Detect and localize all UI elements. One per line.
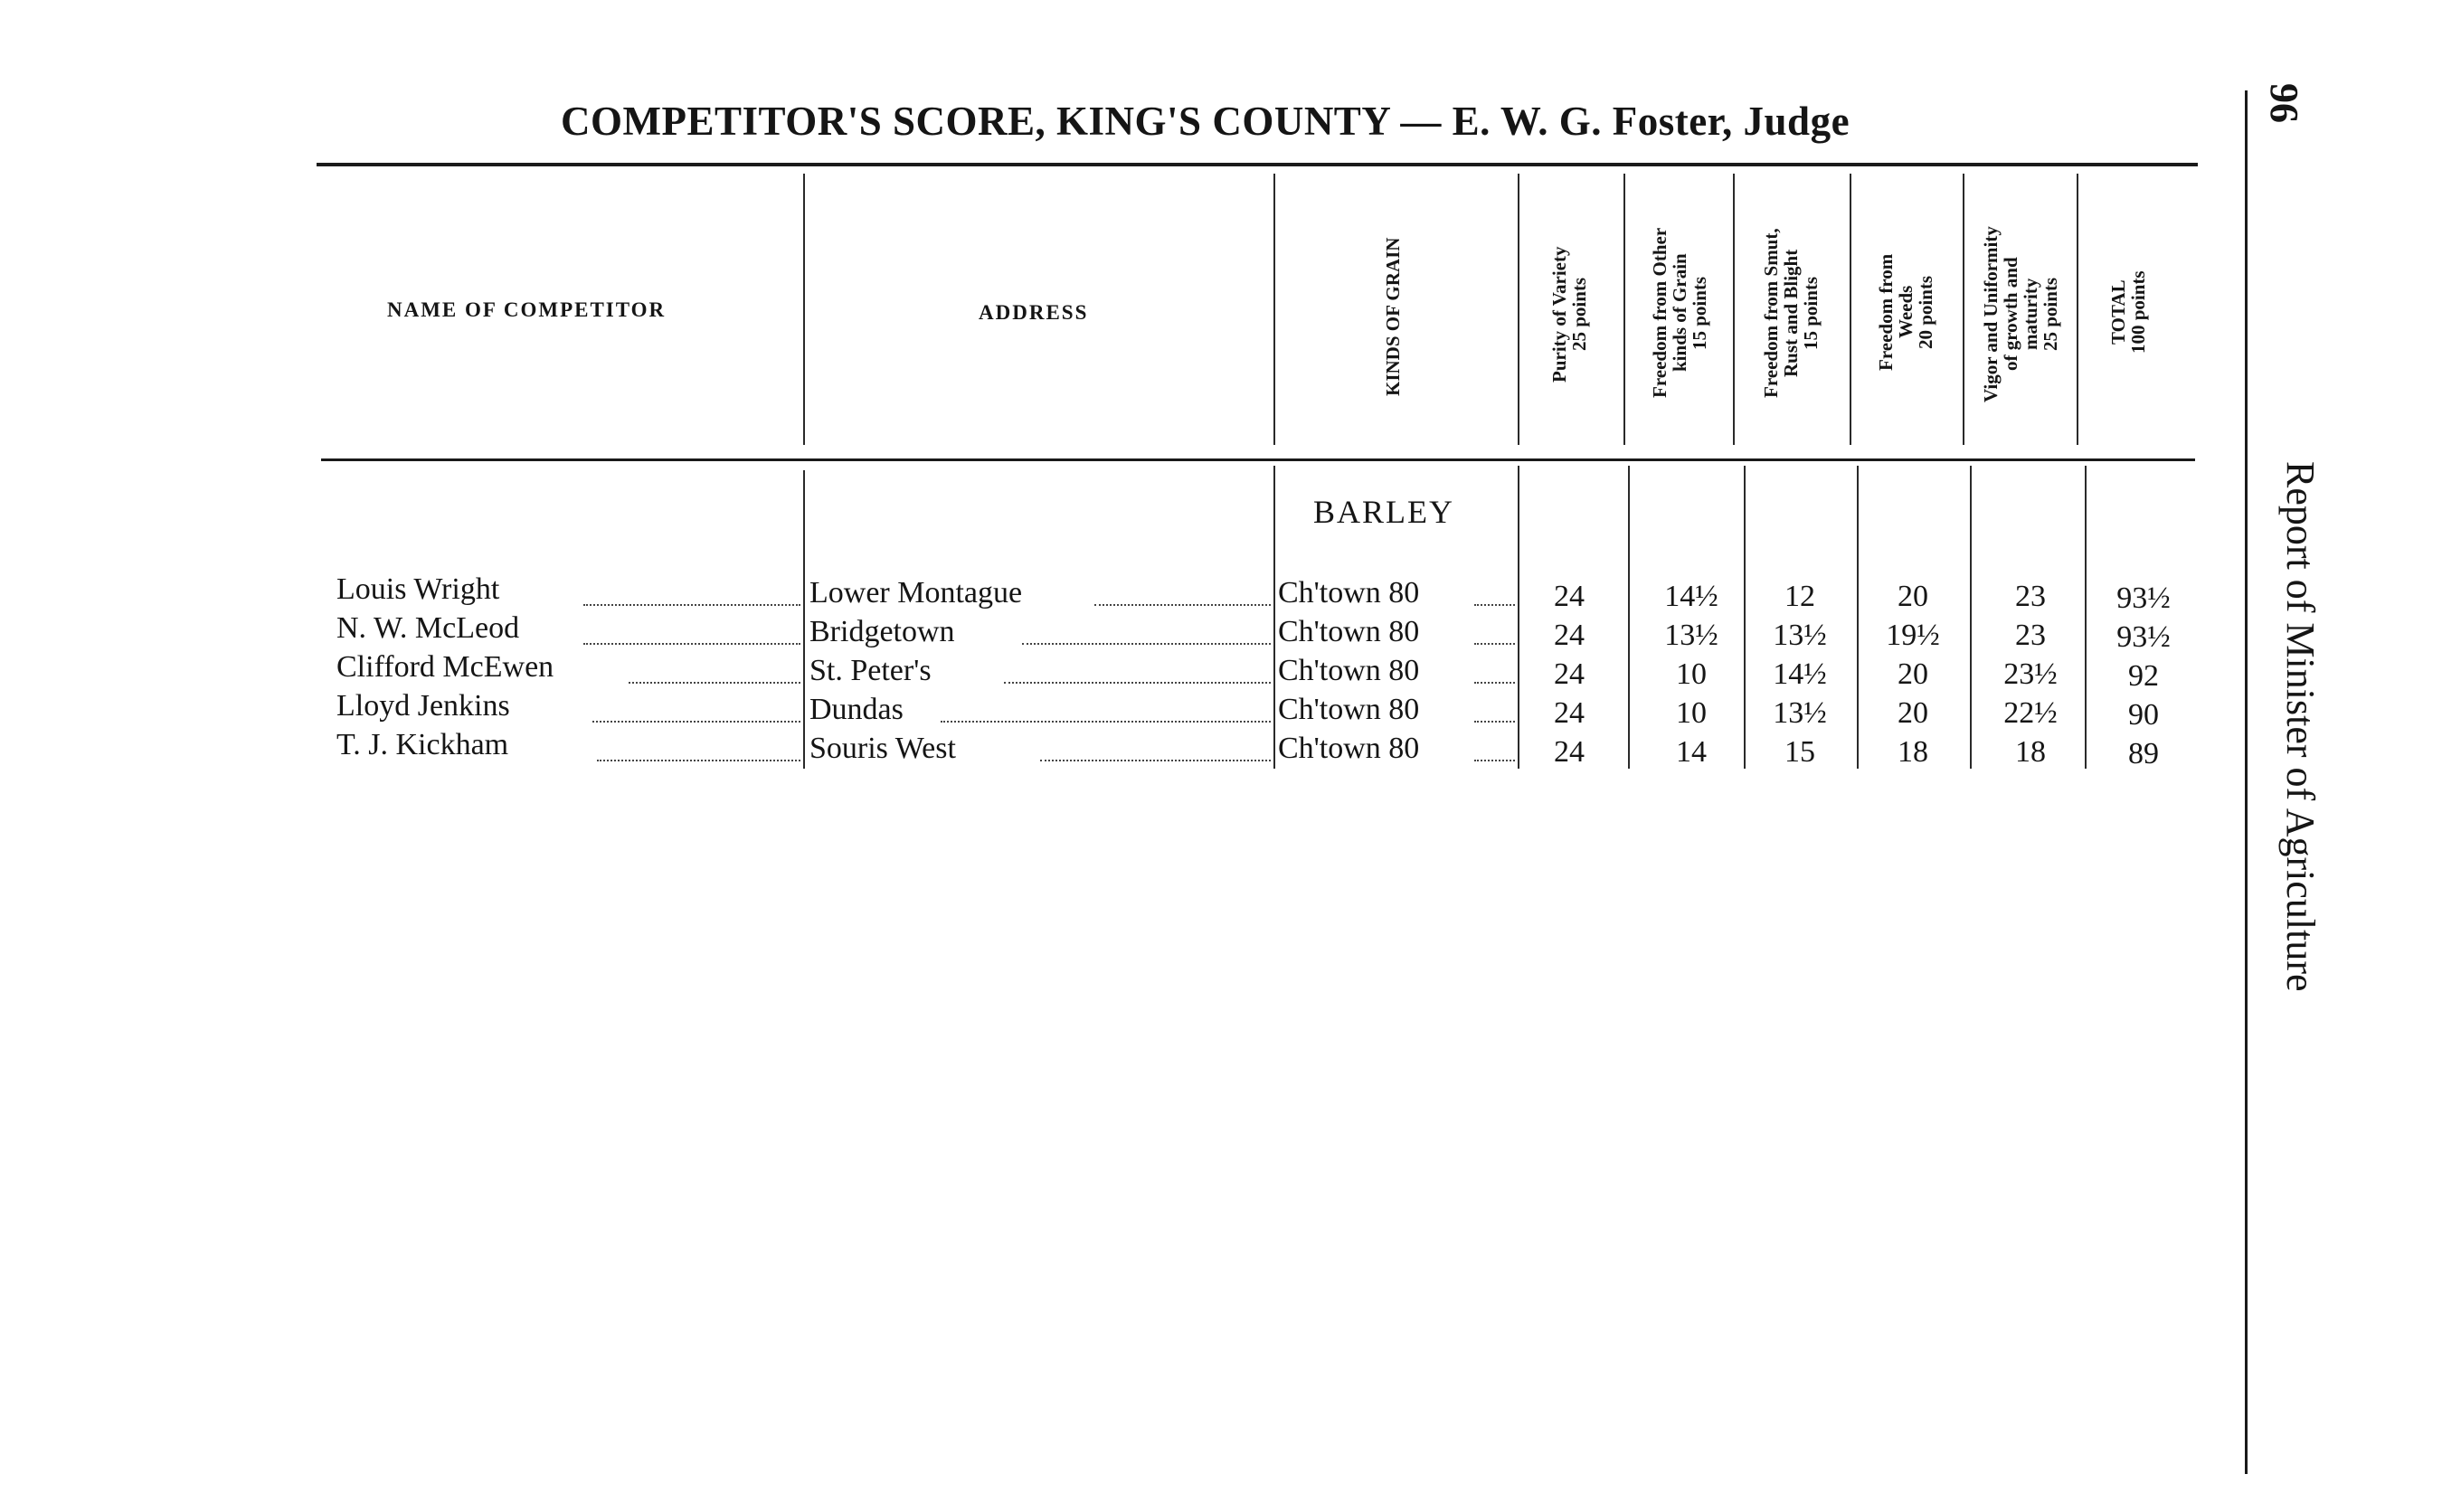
header-weeds-line: Freedom from — [1875, 253, 1897, 371]
header-smut-line: Rust and Blight — [1780, 249, 1802, 377]
body-col-rule — [1518, 466, 1519, 769]
leader-dots — [1474, 760, 1515, 761]
header-purity — [1538, 190, 1601, 439]
score-total: 93½ — [2116, 581, 2171, 615]
header-smut — [1750, 181, 1832, 445]
header-other-line: kinds of Grain — [1669, 253, 1690, 373]
score-other-grain: 10 — [1676, 696, 1707, 730]
section-label: BARLEY — [1313, 494, 1454, 530]
body-col-rule — [803, 470, 805, 769]
header-total-line: 100 points — [2127, 270, 2149, 354]
header-address: ADDRESS — [979, 301, 1089, 324]
leader-dots — [583, 604, 800, 606]
body-col-rule — [1970, 466, 1972, 769]
body-col-rule — [1273, 466, 1275, 769]
competitor-address: St. Peter's — [809, 654, 932, 687]
leader-dots — [1474, 721, 1515, 723]
score-smut: 14½ — [1773, 657, 1827, 691]
header-name: NAME OF COMPETITOR — [387, 298, 667, 321]
grain-kind: Ch'town 80 — [1278, 693, 1420, 726]
score-total: 93½ — [2116, 620, 2171, 654]
body-col-rule — [1628, 466, 1630, 769]
header-smut-line: 15 points — [1800, 276, 1822, 350]
leader-dots — [592, 721, 800, 723]
leader-dots — [1022, 643, 1271, 645]
score-total: 92 — [2128, 659, 2159, 693]
leader-dots — [629, 682, 800, 684]
header-weeds — [1865, 222, 1946, 402]
header-other-line: Freedom from Other — [1649, 227, 1671, 399]
score-weeds: 20 — [1898, 696, 1928, 730]
competitor-name: N. W. McLeod — [336, 611, 520, 645]
score-smut: 13½ — [1773, 619, 1827, 652]
score-purity: 24 — [1554, 696, 1585, 730]
leader-dots — [1004, 682, 1271, 684]
competitor-address: Bridgetown — [809, 615, 955, 648]
score-weeds: 19½ — [1886, 619, 1940, 652]
header-smut-line: Freedom from Smut, — [1760, 228, 1782, 398]
body-col-rule — [2085, 466, 2087, 769]
competitor-address: Souris West — [809, 732, 956, 765]
header-col-rule — [803, 174, 805, 445]
header-vigor-line: of growth and — [2000, 257, 2021, 372]
leader-dots — [597, 760, 800, 761]
score-total: 89 — [2128, 737, 2159, 770]
score-vigor: 23 — [2015, 580, 2046, 613]
header-purity-line: Purity of Variety — [1548, 246, 1570, 383]
score-purity: 24 — [1554, 580, 1585, 613]
header-weeds-line: 20 points — [1915, 275, 1936, 349]
header-kinds-line: KINDS OF GRAIN — [1382, 237, 1404, 396]
page-number: 96 — [2262, 83, 2306, 123]
header-col-rule — [1963, 174, 1964, 445]
header-vigor — [1970, 176, 2071, 452]
grain-kind: Ch'town 80 — [1278, 732, 1420, 765]
score-vigor: 18 — [2015, 735, 2046, 769]
competitor-name: Louis Wright — [336, 572, 500, 606]
header-col-rule — [2077, 174, 2078, 445]
leader-dots — [941, 721, 1271, 723]
leader-dots — [1474, 682, 1515, 684]
header-vigor-line: Vigor and Uniformity — [1980, 226, 2002, 402]
header-col-rule — [1850, 174, 1851, 445]
score-smut: 12 — [1784, 580, 1815, 613]
score-purity: 24 — [1554, 735, 1585, 769]
margin-rule — [2245, 90, 2248, 1474]
score-other-grain: 13½ — [1664, 619, 1718, 652]
competitor-name: T. J. Kickham — [336, 728, 509, 761]
competitor-address: Dundas — [809, 693, 904, 726]
header-other-grain — [1639, 181, 1720, 445]
score-vigor: 23 — [2015, 619, 2046, 652]
header-other-line: 15 points — [1689, 276, 1710, 350]
score-total: 90 — [2128, 698, 2159, 732]
leader-dots — [1474, 643, 1515, 645]
score-other-grain: 14½ — [1664, 580, 1718, 613]
score-weeds: 18 — [1898, 735, 1928, 769]
leader-dots — [583, 643, 800, 645]
header-weeds-line: Weeds — [1895, 285, 1917, 339]
grain-kind: Ch'town 80 — [1278, 576, 1420, 610]
score-other-grain: 14 — [1676, 735, 1707, 769]
score-weeds: 20 — [1898, 580, 1928, 613]
score-purity: 24 — [1554, 657, 1585, 691]
competitor-name: Lloyd Jenkins — [336, 689, 510, 723]
page-title: COMPETITOR'S SCORE, KING'S COUNTY — E. W. G. Foster, Judge — [561, 99, 1850, 144]
grain-kind: Ch'town 80 — [1278, 654, 1420, 687]
score-weeds: 20 — [1898, 657, 1928, 691]
body-col-rule — [1857, 466, 1859, 769]
leader-dots — [1040, 760, 1271, 761]
header-col-rule — [1623, 174, 1625, 445]
header-col-rule — [1273, 174, 1275, 445]
header-col-rule — [1733, 174, 1735, 445]
body-col-rule — [1744, 466, 1746, 769]
header-vigor-line: 25 points — [2040, 277, 2061, 352]
header-purity-line: 25 points — [1568, 277, 1590, 352]
leader-dots — [1094, 604, 1271, 606]
header-kinds-of-grain — [1375, 203, 1411, 430]
title-rule — [317, 163, 2198, 166]
score-smut: 15 — [1784, 735, 1815, 769]
leader-dots — [1474, 604, 1515, 606]
competitor-name: Clifford McEwen — [336, 650, 554, 684]
header-col-rule — [1518, 174, 1519, 445]
header-total-line: TOTAL — [2107, 279, 2129, 345]
running-title: Report of Minister of Agriculture — [2278, 461, 2323, 992]
score-smut: 13½ — [1773, 696, 1827, 730]
score-vigor: 23½ — [2003, 657, 2058, 691]
header-vigor-line: maturity — [2020, 278, 2041, 351]
grain-kind: Ch'town 80 — [1278, 615, 1420, 648]
score-vigor: 22½ — [2003, 696, 2058, 730]
competitor-address: Lower Montague — [809, 576, 1023, 610]
score-other-grain: 10 — [1676, 657, 1707, 691]
header-rule — [321, 458, 2195, 461]
score-purity: 24 — [1554, 619, 1585, 652]
header-total — [2097, 244, 2160, 380]
